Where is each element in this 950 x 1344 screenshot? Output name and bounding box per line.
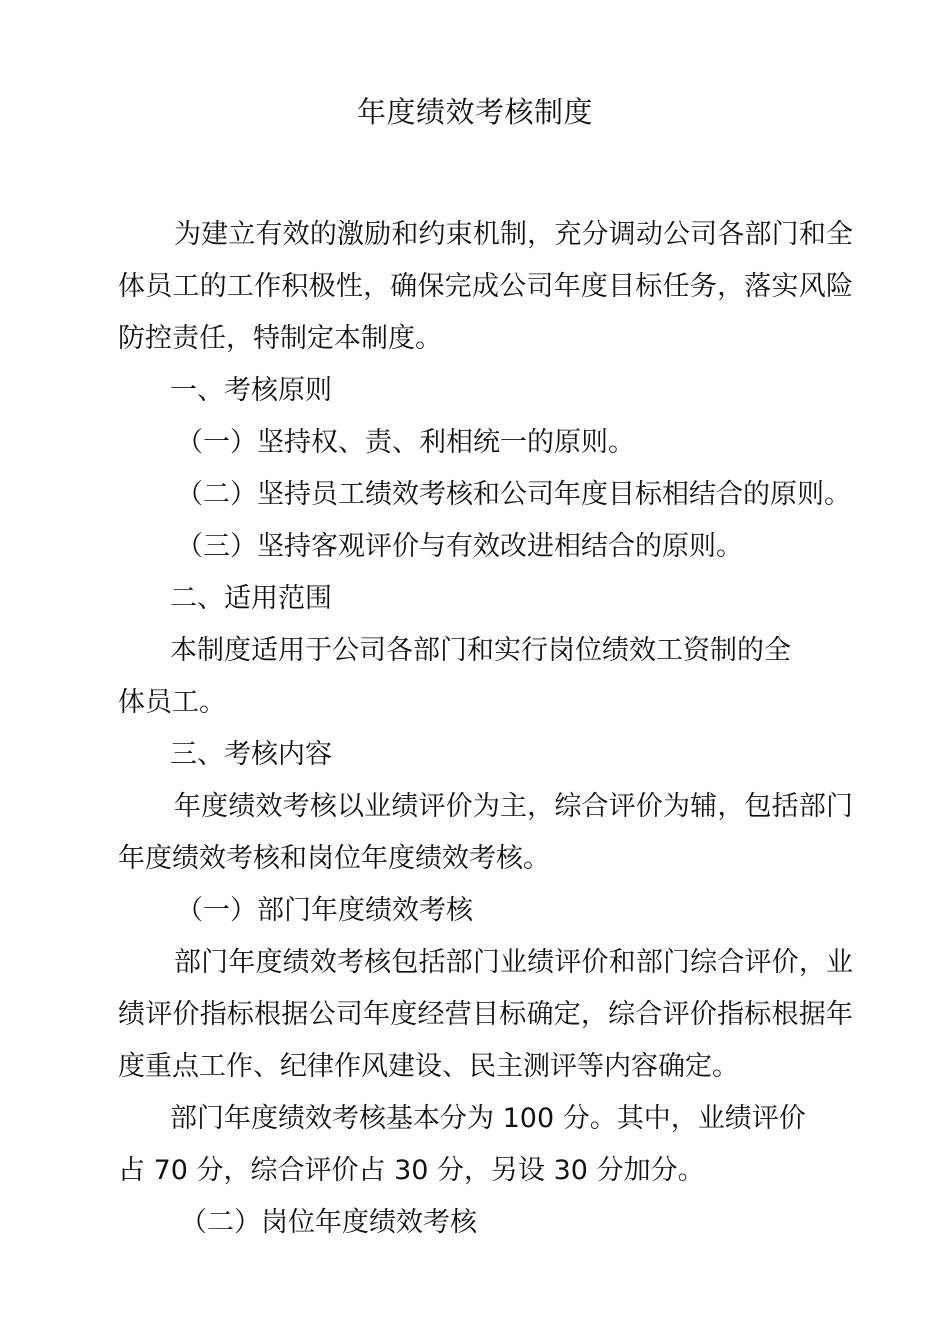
intro-paragraph: 为建立有效的激励和约束机制，充分调动公司各部门和全体员工的工作积极性，确保完成公司年度目标任务，落实风险防控责任，特制定本制度。: [118, 219, 853, 354]
content-intro-paragraph: 年度绩效考核以业绩评价为主，综合评价为辅，包括部门年度绩效考核和岗位年度绩效考核。: [118, 791, 853, 874]
principle-item-2: （二）坚持员工绩效考核和公司年度目标相结合的原则。: [176, 479, 851, 510]
section-heading-principles: 一、考核原则: [170, 375, 332, 406]
section-heading-content: 三、考核内容: [170, 739, 332, 770]
principle-item-3: （三）坚持客观评价与有效改进相结合的原则。: [176, 531, 743, 562]
subsection-heading-department: （一）部门年度绩效考核: [176, 895, 473, 926]
department-evaluation-paragraph: 部门年度绩效考核包括部门业绩评价和部门综合评价，业绩评价指标根据公司年度经营目标确定，综合评价指标根据年度重点工作、纪律作风建设、民主测评等内容确定。: [118, 947, 853, 1082]
scope-paragraph: 本制度适用于公司各部门和实行岗位绩效工资制的全体员工。: [118, 635, 791, 718]
document-body: [118, 209, 853, 1249]
subsection-heading-position: （二）岗位年度绩效考核: [180, 1207, 477, 1238]
document-title: 年度绩效考核制度: [356, 95, 593, 129]
principle-item-1: （一）坚持权、责、利相统一的原则。: [176, 427, 635, 458]
department-score-paragraph: 部门年度绩效考核基本分为 100 分。其中，业绩评价占 70 分，综合评价占 30 分，另设 30 分加分。: [118, 1103, 806, 1186]
section-heading-scope: 二、适用范围: [170, 583, 332, 614]
